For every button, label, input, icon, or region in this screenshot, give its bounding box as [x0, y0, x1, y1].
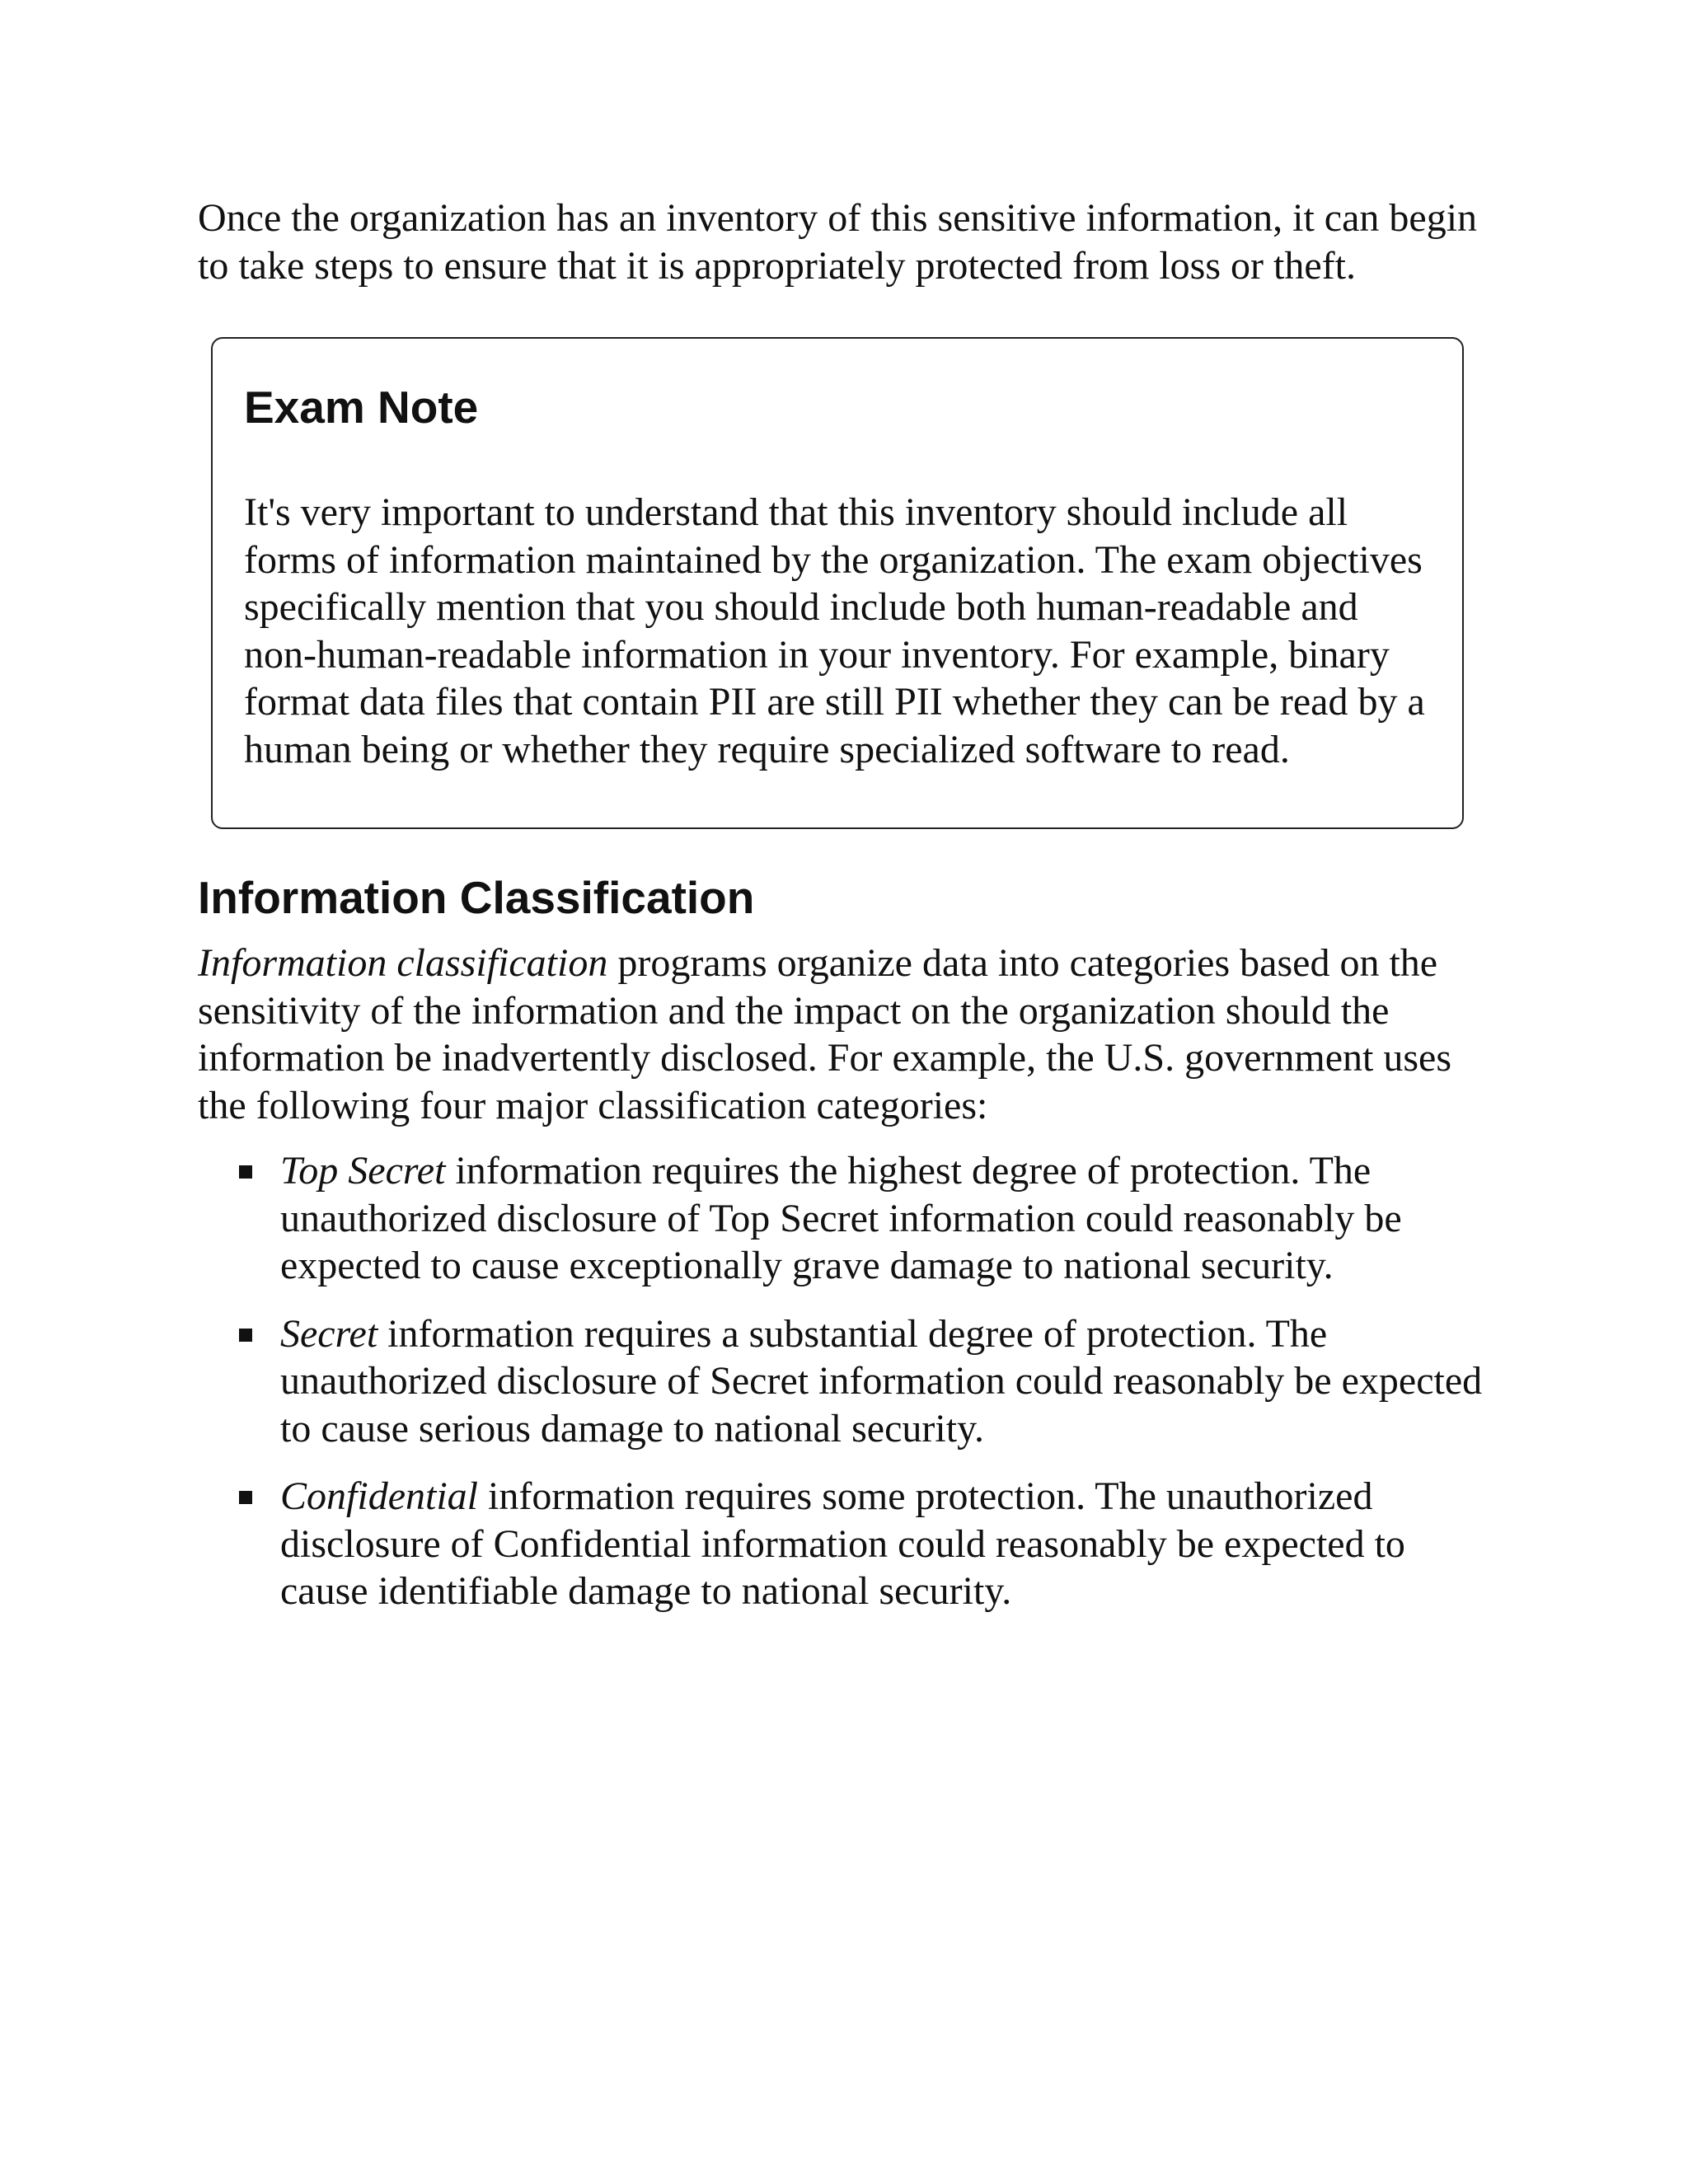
list-item-text: information requires the highest degree of protection. The unauthorized disclosure of Top Secret information could reasonably be expected to cause exceptionally grave damage to national security. [280, 1149, 1402, 1287]
bullet-square-icon [239, 1329, 252, 1342]
exam-note-title: Exam Note [244, 382, 479, 433]
document-page [198, 194, 1484, 1636]
list-item-text: information requires some protection. The unauthorized disclosure of Confidential information could reasonably be expected to cause identifiable damage to national security. [280, 1474, 1405, 1613]
list-item-term: Confidential [280, 1474, 478, 1518]
exam-note-body: It's very important to understand that this inventory should include all forms of information maintained by the organization. The exam objectives specifically mention that you should include both human-readable and non-human-readable information in your inventory. For example, binary format data files that contain PII are still PII whether they can be read by a human being or whether they require specialized software to read. [244, 490, 1425, 771]
list-item [198, 1473, 1484, 1615]
section-paragraph-term: Information classification [198, 941, 608, 985]
list-item [198, 1147, 1484, 1290]
section-paragraph-text: programs organize data into categories based on the sensitivity of the information and the impact on the organization should the information be inadvertently disclosed. For example, the U.S. government uses the following four major classification categories: [198, 941, 1451, 1127]
list-item-term: Secret [280, 1311, 378, 1356]
list-item-term: Top Secret [280, 1149, 446, 1193]
bullet-square-icon [239, 1491, 252, 1504]
list-item-text: information requires a substantial degree of protection. The unauthorized disclosure of Secret information could reasonably be expected to cause serious damage to national security. [280, 1311, 1483, 1451]
intro-paragraph: Once the organization has an inventory of this sensitive information, it can begin to take steps to ensure that it is appropriately protected from loss or theft. [198, 196, 1478, 288]
exam-note-box [211, 337, 1464, 829]
bullet-square-icon [239, 1165, 252, 1179]
section-heading: Information Classification [198, 872, 755, 923]
list-item [198, 1310, 1484, 1453]
classification-list [198, 1147, 1484, 1615]
section-paragraph [198, 940, 1484, 1129]
